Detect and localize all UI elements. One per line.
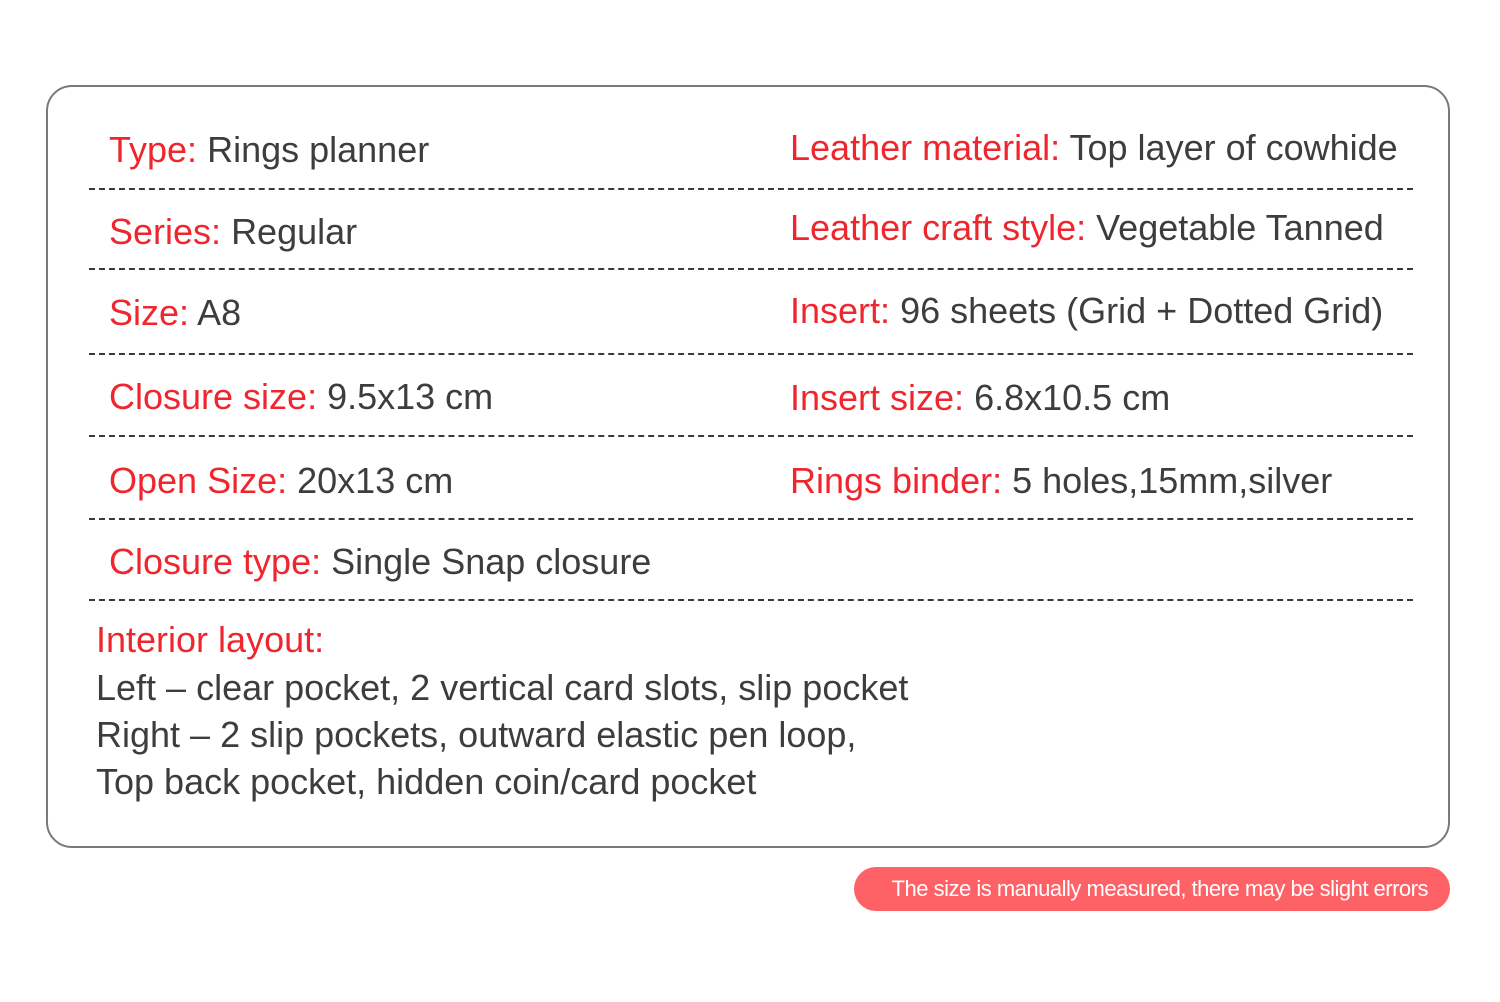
spec-leather-material-label: Leather material: (790, 127, 1061, 168)
spec-leather-material (790, 126, 1398, 170)
spec-leather-craft-style (790, 206, 1384, 250)
spec-series-value: Regular (231, 211, 358, 252)
divider (89, 435, 1413, 437)
interior-layout-line: Right – 2 slip pockets, outward elastic pen loop, (96, 714, 857, 755)
spec-insert (790, 289, 1383, 333)
spec-closure-type-value: Single Snap closure (331, 541, 652, 582)
spec-closure-size-label: Closure size: (109, 376, 318, 417)
spec-rings-binder-label: Rings binder: (790, 460, 1003, 501)
spec-type-value: Rings planner (207, 129, 430, 170)
divider (89, 188, 1413, 190)
spec-insert-size-value: 6.8x10.5 cm (974, 377, 1171, 418)
spec-closure-type-label: Closure type: (109, 541, 322, 582)
spec-series-label: Series: (109, 211, 222, 252)
spec-open-size-label: Open Size: (109, 460, 288, 501)
divider (89, 518, 1413, 520)
measurement-note-badge: The size is manually measured, there may be slight errors (854, 867, 1450, 911)
spec-rings-binder-value: 5 holes,15mm,silver (1012, 460, 1333, 501)
interior-layout-title: Interior layout: (96, 619, 325, 660)
interior-layout-line: Left – clear pocket, 2 vertical card slots, slip pocket (96, 667, 909, 708)
spec-insert-value: 96 sheets (Grid + Dotted Grid) (900, 290, 1384, 331)
spec-type (109, 128, 429, 172)
spec-open-size (109, 459, 453, 503)
spec-open-size-value: 20x13 cm (297, 460, 454, 501)
spec-type-label: Type: (109, 129, 198, 170)
spec-leather-craft-style-value: Vegetable Tanned (1096, 207, 1384, 248)
spec-rings-binder (790, 459, 1332, 503)
spec-leather-material-value: Top layer of cowhide (1069, 127, 1398, 168)
spec-insert-label: Insert: (790, 290, 891, 331)
spec-size-value: A8 (197, 292, 242, 333)
spec-closure-size-value: 9.5x13 cm (327, 376, 494, 417)
spec-insert-size-label: Insert size: (790, 377, 965, 418)
spec-size-label: Size: (109, 292, 190, 333)
spec-closure-type (109, 540, 651, 584)
spec-insert-size (790, 376, 1170, 420)
interior-layout-line: Top back pocket, hidden coin/card pocket (96, 761, 757, 802)
divider (89, 599, 1413, 601)
divider (89, 268, 1413, 270)
spec-leather-craft-style-label: Leather craft style: (790, 207, 1087, 248)
divider (89, 353, 1413, 355)
spec-size (109, 291, 241, 335)
spec-series (109, 210, 357, 254)
spec-closure-size (109, 375, 493, 419)
